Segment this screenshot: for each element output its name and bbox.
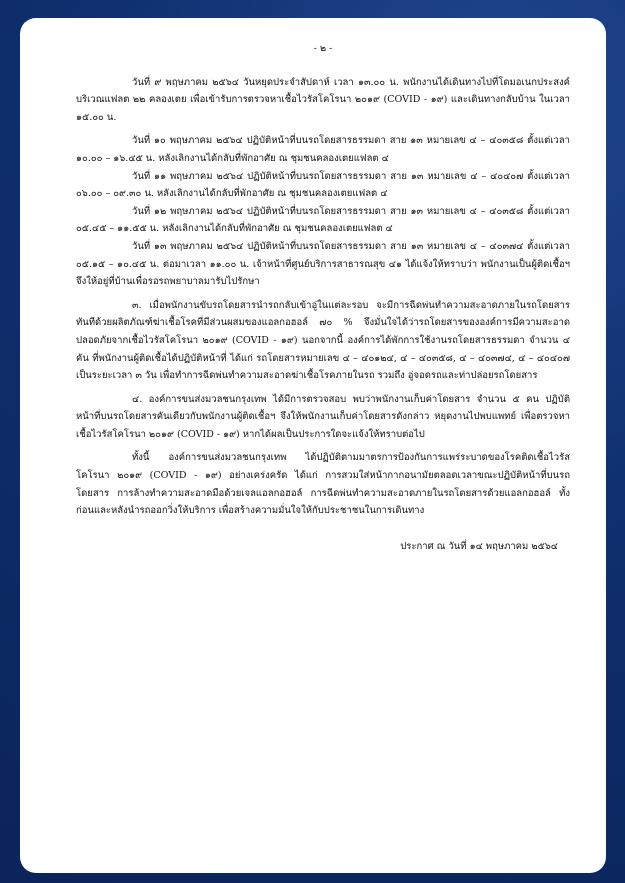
- paragraph-may-11: วันที่ ๑๑ พฤษภาคม ๒๕๖๔ ปฏิบัติหน้าที่บนรถโดยสารธรรมดา สาย ๑๓ หมายเลข ๔ – ๔๐๔๐๗ ตั้งแต่เวลา ๐๖.๐๐ – ๐๙.๓๐ น. หลังเลิกงานได้กลับที่พักอาศัย ณ ชุมชนคลองเตยแฟลต ๔: [76, 170, 570, 200]
- paragraph-may-10: วันที่ ๑๐ พฤษภาคม ๒๕๖๔ ปฏิบัติหน้าที่บนรถโดยสารธรรมดา สาย ๑๓ หมายเลข ๔ – ๔๐๓๕๘ ตั้งแต่เวลา ๑๐.๐๐ – ๑๖.๔๕ น. หลังเลิกงานได้กลับที่พักอาศัย ณ ชุมชนคลองเตยแฟลต ๔: [76, 135, 570, 164]
- page-number: - ๒ -: [313, 43, 333, 54]
- paragraph-may-12: วันที่ ๑๒ พฤษภาคม ๒๕๖๔ ปฏิบัติหน้าที่บนรถโดยสารธรรมดา สาย ๑๓ หมายเลข ๔ – ๔๐๓๕๘ ตั้งแต่เวลา ๐๕.๔๕ – ๑๑.๕๕ น. หลังเลิกงานได้กลับที่พักอาศัย ณ ชุมชนคลองเตยแฟลต ๔: [76, 205, 570, 235]
- paragraph-measures: ทั้งนี้ องค์การขนส่งมวลชนกรุงเทพ ได้ปฏิบัติตามมาตรการป้องกันการแพร่ระบาดของโรคติดเชื้อไวรัสโคโรนา ๒๐๑๙ (COVID - ๑๙) อย่างเคร่งครัด ได้แก่ การสวมใส่หน้ากากอนามัยตลอดเวลาขณะปฏิบัติหน้าที่บนรถโดยสาร การล้างทำความสะอาดมือด้วยเจลแอลกอฮอล์ การฉีดพ่นทำความสะอาดภายในรถโดยสารด้วยแอลกอฮอล์ ทั้งก่อนและหลังนำรถออกวิ่งให้บริการ เพื่อสร้างความมั่นใจให้กับประชาชนในการเดินทาง: [76, 452, 570, 517]
- paragraph-item-3: ๓. เมื่อพนักงานขับรถโดยสารนำรถกลับเข้าอู่ในแต่ละรอบ จะมีการฉีดพ่นทำความสะอาดภายในรถโดยสารทันทีด้วยผลิตภัณฑ์ฆ่าเชื้อโรคที่มีส่วนผสมของแอลกอฮอล์ ๗๐ % จึงมั่นใจได้ว่ารถโดยสารขององค์การมีความสะอาด ปลอดภัยจากเชื้อไวรัสโคโรนา ๒๐๑๙ (COVID - ๑๙) นอกจากนี้ องค์การได้พักการใช้งานรถโดยสารธรรมดา จำนวน ๔ คัน ที่พนักงานผู้ติดเชื้อได้ปฏิบัติหน้าที่ ได้แก่ รถโดยสารหมายเลข ๔ – ๔๐๑๒๔, ๔ – ๔๐๓๕๘, ๔ – ๔๐๓๗๔, ๔ – ๔๐๔๐๗ เป็นระยะเวลา ๓ วัน เพื่อทำการฉีดพ่นทำความสะอาดฆ่าเชื้อโรคภายในรถ รวมถึง อู่จอดรถและท่าปล่อยรถโดยสาร: [76, 299, 570, 382]
- paragraph-item-4: ๔. องค์การขนส่งมวลชนกรุงเทพ ได้มีการตรวจสอบ พบว่าพนักงานเก็บค่าโดยสาร จำนวน ๕ คน ปฏิบัติหน้าที่บนรถโดยสารคันเดียวกับพนักงานผู้ติดเชื้อฯ จึงให้พนักงานเก็บค่าโดยสารดังกล่าว หยุดงานไปพบแพทย์ เพื่อตรวจหาเชื้อไวรัสโคโรนา ๒๐๑๙ (COVID - ๑๙) หากได้ผลเป็นประการใดจะแจ้งให้ทราบต่อไป: [76, 393, 570, 440]
- announcement-date: ประกาศ ณ วันที่ ๑๔ พฤษภาคม ๒๕๖๔: [400, 540, 558, 552]
- paragraph-may-13: วันที่ ๑๓ พฤษภาคม ๒๕๖๔ ปฏิบัติหน้าที่บนรถโดยสารธรรมดา สาย ๑๓ หมายเลข ๔ – ๔๐๓๗๔ ตั้งแต่เวลา ๐๕.๑๕ – ๑๐.๔๕ น. ต่อมาเวลา ๑๑.๐๐ น. เจ้าหน้าที่ศูนย์บริการสาธารณสุข ๔๑ ได้แจ้งให้ทราบว่า พนักงานเป็นผู้ติดเชื้อฯ จึงให้อยู่ที่บ้านเพื่อรอรถพยาบาลมารับไปรักษา: [76, 240, 570, 288]
- document-page: [20, 18, 606, 873]
- paragraph-may-9: วันที่ ๙ พฤษภาคม ๒๕๖๔ วันหยุดประจำสัปดาห์ เวลา ๑๓.๐๐ น. พนักงานได้เดินทางไปที่โดมอเนกประสงค์บริเวณแฟลต ๒๒ คลองเตย เพื่อเข้ารับการตรวจหาเชื้อไวรัสโคโรนา ๒๐๑๙ (COVID - ๑๙) และเดินทางกลับบ้าน ในเวลา ๑๕.๐๐ น.: [76, 76, 570, 123]
